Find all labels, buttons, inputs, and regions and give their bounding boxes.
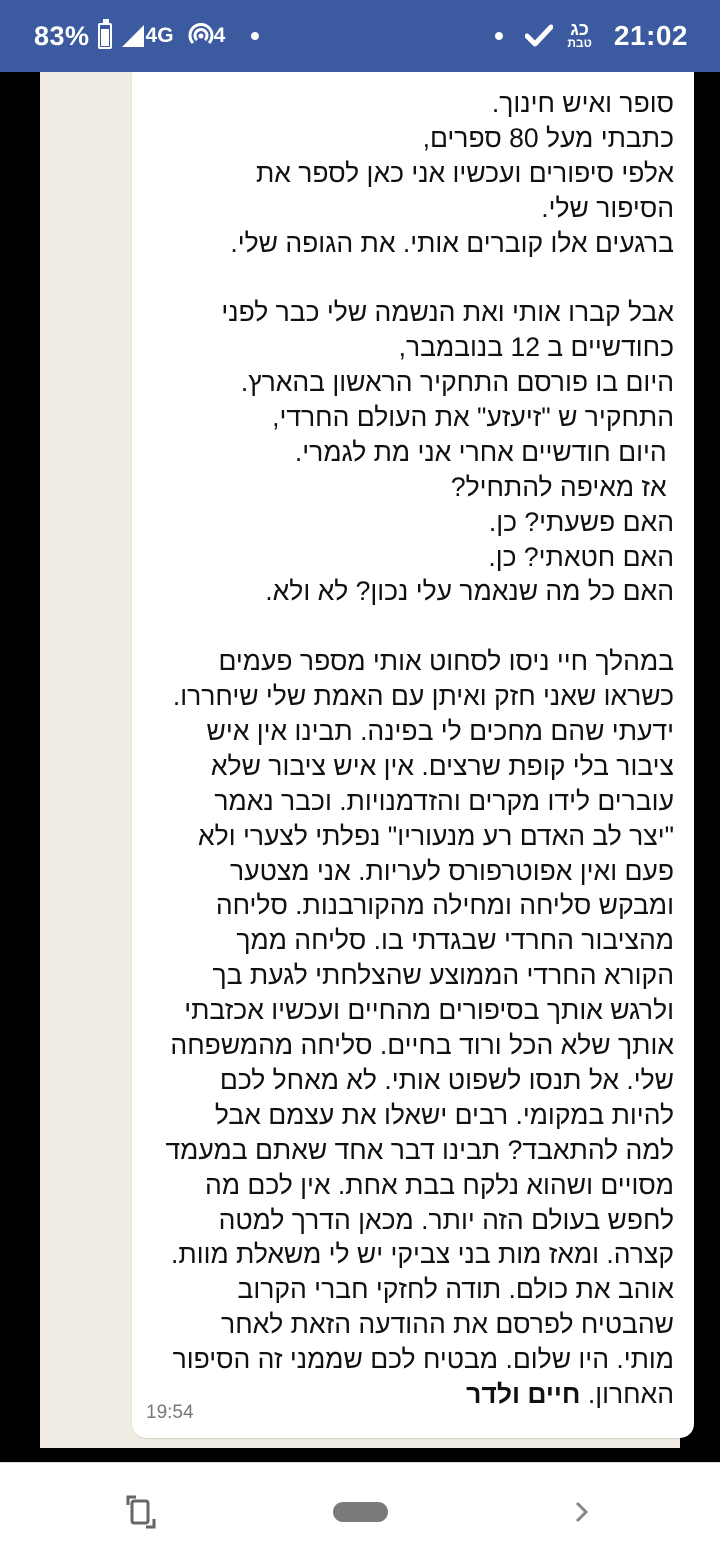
message-line: מסויים ושהוא נלקח בבת אחת. אין לכם מה: [205, 1169, 674, 1200]
message-line: האם כל מה שנאמר עלי נכון? לא ולא.: [265, 576, 674, 607]
chevron-right-icon[interactable]: [568, 1499, 594, 1525]
message-line: ברגעים אלו קוברים אותי. את הגופה שלי.: [230, 227, 674, 258]
hebrew-date-badge: [567, 19, 592, 50]
battery-icon: [98, 23, 112, 49]
message-line: מהציבור החרדי שבגדתי בו. סליחה ממך: [236, 925, 674, 956]
message-line: ולרגש אותך בסיפורים מהחיים ועכשיו אכזבתי: [184, 995, 674, 1026]
message-line: האם חטאתי? כן.: [488, 541, 674, 572]
message-line: הקורא החרדי הממוצע שהצלחתי לגעת בך: [212, 960, 674, 991]
navigation-bar: [0, 1462, 720, 1561]
message-line: אותך שלא הכל ורוד בחיים. סליחה מהמשפחה: [170, 1030, 674, 1061]
message-line: האם פשעתי? כן.: [488, 506, 674, 537]
check-icon: [525, 24, 553, 48]
message-line: להיות במקומי. רבים ישאלו את עצמם אבל: [214, 1099, 674, 1130]
message-last-line: [134, 1377, 674, 1412]
home-pill[interactable]: [333, 1502, 388, 1522]
hebrew-date-day: כג: [570, 19, 589, 39]
signature: חיים ולדר: [466, 1378, 581, 1409]
message-line: האחרון.: [580, 1378, 674, 1409]
message-line: שלי. אל תנסו לשפוט אותי. לא מאחל לכם: [219, 1064, 674, 1095]
message-line: היום בו פורסם התחקיר הראשון בהארץ.: [240, 367, 674, 398]
network-type: 4G: [145, 24, 174, 47]
message-line: סופר ואיש חינוך.: [491, 88, 674, 118]
dot-icon: [251, 32, 259, 40]
signal-icon: [122, 25, 144, 47]
status-bar-right: [495, 20, 688, 52]
status-bar-left: [34, 21, 259, 52]
message-line: ידעתי שהם מחכים לי בפינה. תבינו אין איש: [206, 716, 674, 747]
message-line: התחקיר ש "זיעזע" את העולם החרדי,: [272, 402, 674, 433]
chat-area[interactable]: [40, 72, 680, 1448]
message-line: אבל קברו אותי ואת הנשמה שלי כבר לפני: [221, 297, 674, 328]
status-bar: [0, 0, 720, 72]
message-line: "יצר לב האדם רע מנעוריו" נפלתי לצערי ולא: [198, 820, 674, 851]
message-line: קצרה. ומאז מות בני צביקי יש לי משאלת מוות.: [171, 1239, 674, 1270]
message-line: [134, 260, 674, 295]
message-timestamp: 19:54: [146, 1402, 194, 1423]
hotspot-icon: [188, 23, 214, 49]
message-line: שהבטיח לפרסם את ההודעה הזאת לאחר: [221, 1309, 674, 1340]
message-line: אלפי סיפורים ועכשיו אני כאן לספר את: [255, 157, 674, 188]
message-line: לחפש בעולם הזה יותר. מכאן הדרך למטה: [218, 1204, 674, 1235]
hotspot-count: 4: [213, 24, 226, 47]
message-line: אז מאיפה להתחיל?: [450, 471, 674, 502]
message-line: הסיפור שלי.: [541, 192, 674, 223]
message-line: היום חודשיים אחרי אני מת לגמרי.: [294, 436, 674, 467]
message-line: מותי. היו שלום. מבטיח לכם שממני זה הסיפור: [172, 1344, 674, 1375]
dot-icon: [495, 32, 503, 40]
battery-percent: 83%: [34, 20, 90, 51]
message-line: ומבקש סליחה ומחילה מהקורבנות. סליחה: [215, 890, 674, 921]
message-text: [134, 86, 674, 1412]
message-line: כתבתי מעל 80 ספרים,: [422, 122, 674, 153]
message-line: למה להתאבד? תבינו דבר אחד שאתם במעמד: [165, 1134, 674, 1165]
message-line: כשראו שאני חזק ואיתן עם האמת שלי שיחררו.: [172, 681, 674, 712]
message-line: במהלך חיי ניסו לסחוט אותי מספר פעמים: [218, 646, 674, 677]
message-line: אוהב את כולם. תודה לחזקי חברי הקרוב: [237, 1274, 674, 1305]
message-line: [134, 609, 674, 644]
clock: 21:02: [613, 20, 688, 51]
message-bubble[interactable]: [132, 72, 694, 1438]
hebrew-date-month: טבת: [567, 36, 592, 50]
message-line: ציבור בלי קופת שרצים. אין איש ציבור שלא: [210, 750, 674, 781]
message-line: כחודשיים ב 12 בנובמבר,: [398, 332, 674, 363]
rotate-icon[interactable]: [126, 1495, 156, 1529]
message-line: עוברים לידו מקרים והזדמנויות. וכבר נאמר: [214, 785, 674, 816]
message-line: פעם ואין אפוטרפורס לעריות. אני מצטער: [230, 855, 674, 886]
